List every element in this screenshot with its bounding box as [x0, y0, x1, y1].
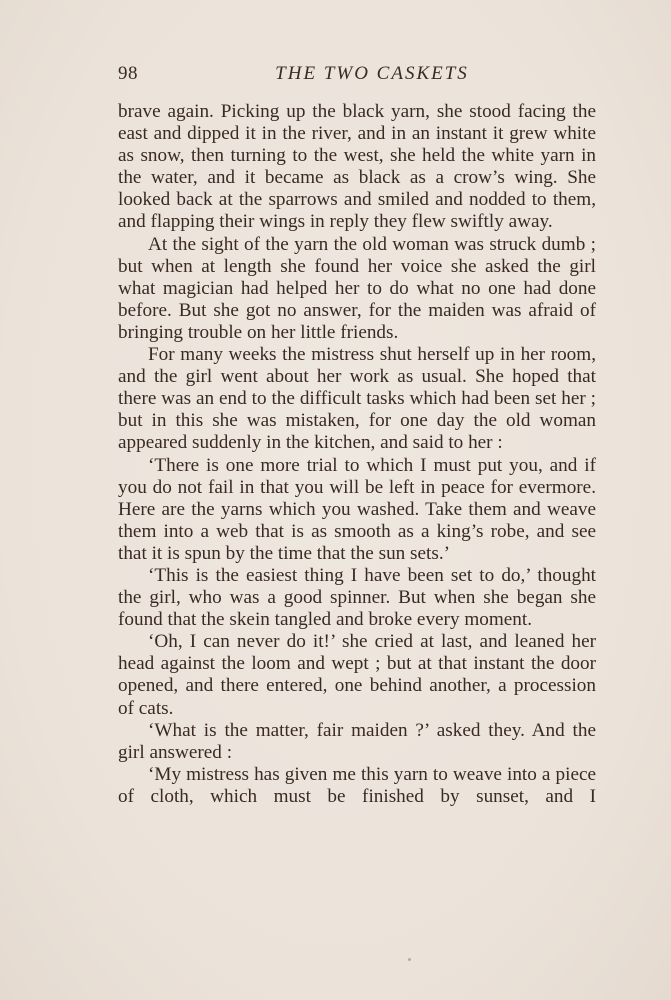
paragraph: For many weeks the mistress shut herself up in her room, and the girl went about her work as usual. She hoped that there was an end to the difficult tasks which had been set her ; but in this she was mistaken, for one day the old woman appeared suddenly in the kitchen, and said to her :	[118, 344, 596, 454]
paragraph: ‘This is the easiest thing I have been set to do,’ thought the girl, who was a good spinner. But when she began she found that the skein tangled and broke every moment.	[118, 564, 596, 631]
paragraph: ‘What is the matter, fair maiden ?’ asked they. And the girl answered :	[118, 719, 596, 763]
page-header	[118, 63, 596, 89]
paper-speck	[408, 958, 411, 961]
body-text	[118, 101, 596, 808]
paragraph: ‘My mistress has given me this yarn to weave into a piece of cloth, which must be finished by sunset, and I	[118, 763, 596, 807]
running-title: THE TWO CASKETS	[275, 63, 469, 84]
page-number: 98	[118, 63, 138, 84]
paragraph: ‘There is one more trial to which I must put you, and if you do not fail in that you will be left in peace for evermore. Here are the yarns which you washed. Take them and weave them into a web that is as smooth as a king’s robe, and see that it is spun by the time that the sun sets.’	[118, 454, 596, 564]
paragraph: brave again. Picking up the black yarn, she stood facing the east and dipped it in the river, and in an instant it grew white as snow, then turning to the west, she held the white yarn in the water, and it became as black as a crow’s wing. She looked back at the sparrows and smiled and nodded to them, and flapping their wings in reply they flew swiftly away.	[118, 101, 596, 233]
paragraph: At the sight of the yarn the old woman was struck dumb ; but when at length she found her voice she asked the girl what magician had helped her to do what no one had done before. But she got no answer, for the maiden was afraid of bringing trouble on her little friends.	[118, 233, 596, 343]
paragraph: ‘Oh, I can never do it!’ she cried at last, and leaned her head against the loom and wept ; but at that instant the door opened, and there entered, one behind another, a procession of cats.	[118, 631, 596, 719]
